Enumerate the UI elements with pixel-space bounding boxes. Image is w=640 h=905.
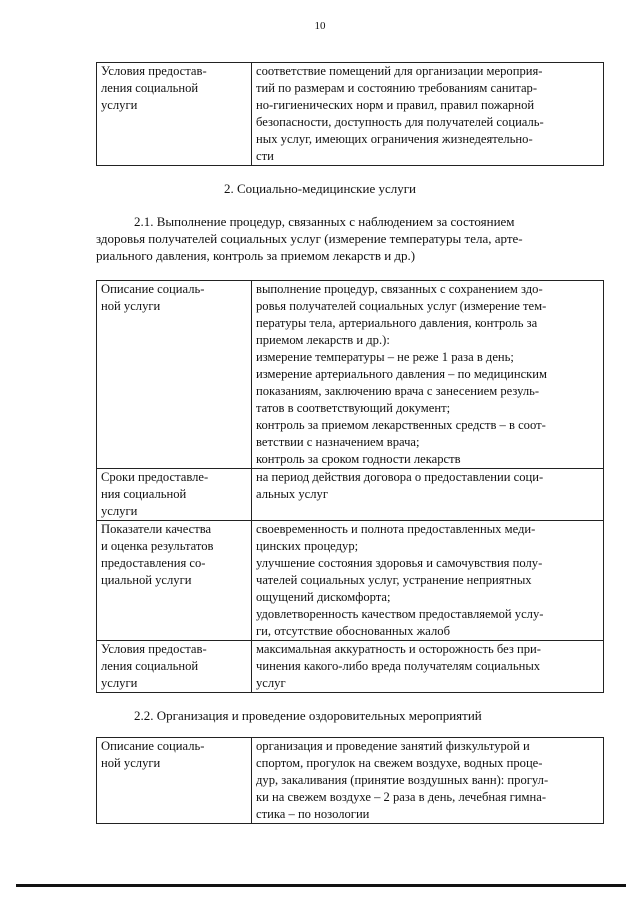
section-title: 2. Социально-медицинские услуги (223, 181, 417, 196)
label-line: услуги (101, 98, 138, 112)
value-line: измерение артериального давления – по медицинским (256, 367, 547, 381)
section-2-2-title: 2.2. Организация и проведение оздоровительных мероприятий (134, 708, 482, 723)
value-line: контроль за сроком годности лекарств (256, 452, 461, 466)
label-line: ления социальной (101, 81, 199, 95)
row-label (97, 469, 252, 521)
value-line: ветствии с назначением врача; (256, 435, 420, 449)
value-line: спортом, прогулок на свежем воздухе, водных проце- (256, 756, 543, 770)
value-line: выполнение процедур, связанных с сохранением здо- (256, 282, 543, 296)
label-line: Описание социаль- (101, 282, 205, 296)
row-value (252, 63, 604, 166)
row-value (252, 641, 604, 693)
value-line: ощущений дискомфорта; (256, 590, 391, 604)
label-line: услуги (101, 676, 138, 690)
value-line: сти (256, 149, 274, 163)
value-line: цинских процедур; (256, 539, 359, 553)
value-line: своевременность и полнота предоставленных меди- (256, 522, 536, 536)
value-line: ки на свежем воздухе – 2 раза в день, лечебная гимна- (256, 790, 547, 804)
value-line: услуг (256, 676, 286, 690)
value-line: альных услуг (256, 487, 329, 501)
label-line: ления социальной (101, 659, 199, 673)
row-value (252, 521, 604, 641)
label-line: Условия предостав- (101, 642, 207, 656)
value-line: но-гигиенических норм и правил, правил пожарной (256, 98, 535, 112)
label-line: Описание социаль- (101, 739, 205, 753)
table-row (97, 469, 604, 521)
value-line: безопасности, доступность для получателей социаль- (256, 115, 544, 129)
value-line: чателей социальных услуг, устранение неприятных (256, 573, 532, 587)
value-line: показаниям, заключению врача с занесением резуль- (256, 384, 540, 398)
table-row (97, 738, 604, 824)
label-line: ной услуги (101, 756, 161, 770)
row-label (97, 641, 252, 693)
intro-line: 2.1. Выполнение процедур, связанных с наблюдением за состоянием (134, 214, 515, 229)
label-line: Показатели качества (101, 522, 212, 536)
label-line: услуги (101, 504, 138, 518)
value-line: чинения какого-либо вреда получателям социальных (256, 659, 541, 673)
value-line: удовлетворенность качеством предоставляемой услу- (256, 607, 544, 621)
value-line: стика – по нозологии (256, 807, 370, 821)
row-value (252, 281, 604, 469)
table-row (97, 63, 604, 166)
row-label (97, 281, 252, 469)
row-value (252, 738, 604, 824)
value-line: контроль за приемом лекарственных средств – в соот- (256, 418, 546, 432)
label-line: предоставления со- (101, 556, 206, 570)
service-2-2-table (96, 737, 604, 824)
value-line: организация и проведение занятий физкультурой и (256, 739, 530, 753)
row-value (252, 469, 604, 521)
value-line: на период действия договора о предоставлении соци- (256, 470, 544, 484)
row-label (97, 738, 252, 824)
table-row (97, 641, 604, 693)
row-label (97, 521, 252, 641)
value-line: тий по размерам и состоянию требованиям санитар- (256, 81, 538, 95)
label-line: Сроки предоставле- (101, 470, 209, 484)
service-2-1-table (96, 280, 604, 693)
conditions-table (96, 62, 604, 166)
page-number: 10 (314, 20, 326, 32)
value-line: ных услуг, имеющих ограничения жизнедеятельно- (256, 132, 533, 146)
label-line: Условия предостав- (101, 64, 207, 78)
intro-line: здоровья получателей социальных услуг (измерение температуры тела, арте- (96, 231, 523, 246)
row-label (97, 63, 252, 166)
value-line: татов в соответствующий документ; (256, 401, 451, 415)
value-line: дур, закаливания (принятие воздушных ванн): прогул- (256, 773, 549, 787)
value-line: улучшение состояния здоровья и самочувствия полу- (256, 556, 543, 570)
intro-line: риального давления, контроль за приемом лекарств и др.) (96, 248, 416, 263)
value-line: максимальная аккуратность и осторожность без при- (256, 642, 541, 656)
value-line: приемом лекарств и др.): (256, 333, 390, 347)
value-line: соответствие помещений для организации мероприя- (256, 64, 543, 78)
value-line: ровья получателей социальных услуг (измерение тем- (256, 299, 547, 313)
label-line: ной услуги (101, 299, 161, 313)
bottom-rule (16, 884, 626, 887)
label-line: ния социальной (101, 487, 187, 501)
value-line: ги, отсутствие обоснованных жалоб (256, 624, 450, 638)
label-line: циальной услуги (101, 573, 192, 587)
section-2-1-intro (96, 213, 604, 264)
value-line: измерение температуры – не реже 1 раза в день; (256, 350, 514, 364)
label-line: и оценка результатов (101, 539, 214, 553)
table-row (97, 521, 604, 641)
value-line: пературы тела, артериального давления, контроль за (256, 316, 538, 330)
table-row (97, 281, 604, 469)
